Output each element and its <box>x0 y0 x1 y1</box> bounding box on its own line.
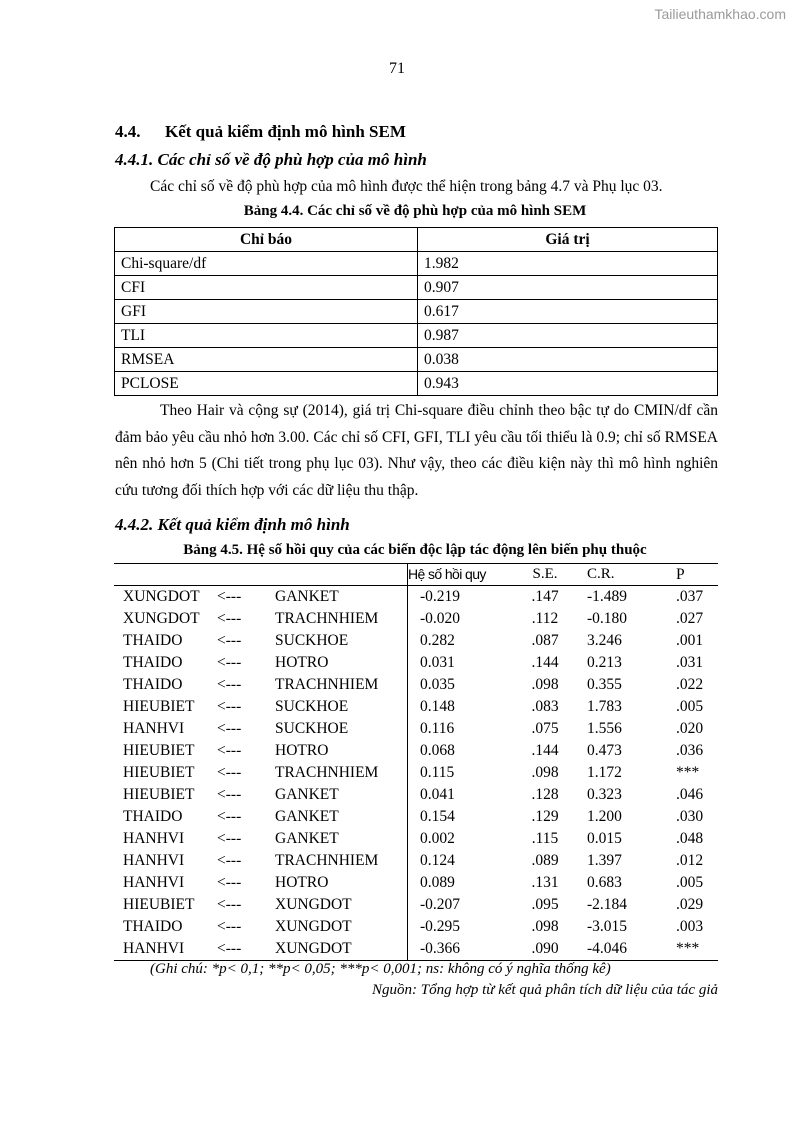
independent-var-cell: GANKET <box>265 806 408 828</box>
arrow-cell: <--- <box>217 830 242 847</box>
p-cell: .005 <box>676 874 704 891</box>
coefficient-cell: -0.219 <box>420 588 461 605</box>
regression-table <box>114 563 718 961</box>
dependent-var-cell: XUNGDOT <box>123 588 200 605</box>
table-row <box>114 674 718 696</box>
index-value-cell: 0.943 <box>418 372 718 396</box>
table-caption-regression: Bảng 4.5. Hệ số hồi quy của các biến độc lập tác động lên biến phụ thuộc <box>183 542 647 558</box>
index-name-cell: TLI <box>115 324 418 348</box>
arrow-cell: <--- <box>217 764 242 781</box>
coefficient-cell: 0.115 <box>420 764 455 781</box>
independent-var-cell: HOTRO <box>265 740 408 762</box>
p-cell: .022 <box>676 676 704 693</box>
dependent-var-cell: HIEUBIET <box>123 896 195 913</box>
index-name-cell: GFI <box>115 300 418 324</box>
table-row <box>114 740 718 762</box>
cr-cell: 0.355 <box>587 676 622 693</box>
p-cell: .046 <box>676 786 704 803</box>
se-cell: .147 <box>531 588 559 605</box>
independent-var-cell: HOTRO <box>265 872 408 894</box>
table-row <box>114 652 718 674</box>
p-cell: .012 <box>676 852 704 869</box>
index-name-cell: RMSEA <box>115 348 418 372</box>
se-cell: .098 <box>531 918 559 935</box>
table-row <box>115 324 718 348</box>
cr-cell: -2.184 <box>587 896 628 913</box>
intro-text: Các chỉ số về độ phù hợp của mô hình được thể hiện trong bảng 4.7 và Phụ lục 03. <box>150 178 663 195</box>
table-header-cell <box>114 564 217 586</box>
arrow-cell: <--- <box>217 808 242 825</box>
table-row <box>114 850 718 872</box>
arrow-cell: <--- <box>217 654 242 671</box>
dependent-var-cell: HANHVI <box>123 874 185 891</box>
p-cell: .037 <box>676 588 704 605</box>
cr-cell: 0.323 <box>587 786 622 803</box>
p-cell: .020 <box>676 720 704 737</box>
se-cell: .087 <box>531 632 559 649</box>
se-cell: .075 <box>531 720 559 737</box>
table-row <box>114 630 718 652</box>
table-row <box>114 806 718 828</box>
independent-var-cell: SUCKHOE <box>265 696 408 718</box>
arrow-cell: <--- <box>217 852 242 869</box>
table-row <box>114 608 718 630</box>
p-cell: .048 <box>676 830 704 847</box>
coefficient-cell: 0.068 <box>420 742 455 759</box>
table-note: (Ghi chú: *p< 0,1; **p< 0,05; ***p< 0,001; ns: không có ý nghĩa thống kê) <box>150 961 611 977</box>
table-header-cell: Hệ số hồi quy <box>408 564 516 586</box>
cr-cell: 0.473 <box>587 742 622 759</box>
table-row <box>114 894 718 916</box>
dependent-var-cell: XUNGDOT <box>123 610 200 627</box>
independent-var-cell: GANKET <box>265 784 408 806</box>
coefficient-cell: 0.148 <box>420 698 455 715</box>
index-value-cell: 0.617 <box>418 300 718 324</box>
independent-var-cell: SUCKHOE <box>265 718 408 740</box>
cr-cell: -1.489 <box>587 588 628 605</box>
coefficient-cell: 0.035 <box>420 676 455 693</box>
independent-var-cell: HOTRO <box>265 652 408 674</box>
table-row <box>114 696 718 718</box>
se-cell: .083 <box>531 698 559 715</box>
coefficient-cell: -0.207 <box>420 896 461 913</box>
coefficient-cell: 0.124 <box>420 852 455 869</box>
section-heading <box>115 122 406 142</box>
arrow-cell: <--- <box>217 874 242 891</box>
arrow-cell: <--- <box>217 940 242 957</box>
page-number: 71 <box>389 60 405 77</box>
arrow-cell: <--- <box>217 918 242 935</box>
coefficient-cell: 0.116 <box>420 720 455 737</box>
table-row <box>114 872 718 894</box>
dependent-var-cell: THAIDO <box>123 808 183 825</box>
dependent-var-cell: HIEUBIET <box>123 742 195 759</box>
table-header-cell <box>265 564 408 586</box>
p-cell: .029 <box>676 896 704 913</box>
dependent-var-cell: HANHVI <box>123 830 185 847</box>
se-cell: .144 <box>531 654 559 671</box>
independent-var-cell: GANKET <box>265 586 408 609</box>
dependent-var-cell: HANHVI <box>123 720 185 737</box>
se-cell: .098 <box>531 676 559 693</box>
cr-cell: -0.180 <box>587 610 628 627</box>
table-header-cell <box>217 564 265 586</box>
table-header-row <box>114 564 718 586</box>
dependent-var-cell: HIEUBIET <box>123 764 195 781</box>
body-paragraph <box>115 398 718 504</box>
dependent-var-cell: HANHVI <box>123 852 185 869</box>
table-header-cell: Giá trị <box>418 228 718 252</box>
se-cell: .098 <box>531 764 559 781</box>
p-cell: .030 <box>676 808 704 825</box>
dependent-var-cell: HIEUBIET <box>123 698 195 715</box>
se-cell: .090 <box>531 940 559 957</box>
independent-var-cell: GANKET <box>265 828 408 850</box>
dependent-var-cell: THAIDO <box>123 632 183 649</box>
arrow-cell: <--- <box>217 676 242 693</box>
cr-cell: -3.015 <box>587 918 628 935</box>
p-cell: *** <box>676 764 700 781</box>
cr-cell: 0.683 <box>587 874 622 891</box>
table-row <box>114 916 718 938</box>
independent-var-cell: XUNGDOT <box>265 894 408 916</box>
section-title: Kết quả kiểm định mô hình SEM <box>165 122 406 141</box>
p-cell: *** <box>676 940 700 957</box>
coefficient-cell: 0.031 <box>420 654 455 671</box>
arrow-cell: <--- <box>217 720 242 737</box>
section-number: 4.4. <box>115 122 141 141</box>
se-cell: .144 <box>531 742 559 759</box>
arrow-cell: <--- <box>217 896 242 913</box>
dependent-var-cell: THAIDO <box>123 918 183 935</box>
se-cell: .115 <box>531 830 559 847</box>
coefficient-cell: -0.366 <box>420 940 461 957</box>
se-cell: .112 <box>531 610 559 627</box>
p-cell: .027 <box>676 610 704 627</box>
arrow-cell: <--- <box>217 588 242 605</box>
table-row <box>115 276 718 300</box>
independent-var-cell: XUNGDOT <box>265 938 408 961</box>
coefficient-cell: -0.295 <box>420 918 461 935</box>
coefficient-cell: 0.089 <box>420 874 455 891</box>
cr-cell: 1.200 <box>587 808 622 825</box>
coefficient-cell: 0.154 <box>420 808 455 825</box>
se-cell: .095 <box>531 896 559 913</box>
independent-var-cell: XUNGDOT <box>265 916 408 938</box>
cr-cell: 1.783 <box>587 698 622 715</box>
cr-cell: 1.397 <box>587 852 622 869</box>
independent-var-cell: TRACHNHIEM <box>265 850 408 872</box>
coefficient-cell: 0.002 <box>420 830 455 847</box>
se-cell: .089 <box>531 852 559 869</box>
cr-cell: 1.556 <box>587 720 622 737</box>
dependent-var-cell: HANHVI <box>123 940 185 957</box>
coefficient-cell: 0.282 <box>420 632 455 649</box>
index-value-cell: 0.987 <box>418 324 718 348</box>
table-row <box>114 762 718 784</box>
table-row <box>115 300 718 324</box>
p-cell: .001 <box>676 632 704 649</box>
p-cell: .005 <box>676 698 704 715</box>
se-cell: .131 <box>531 874 559 891</box>
source-note: Nguồn: Tổng hợp từ kết quả phân tích dữ liệu của tác giả <box>372 982 718 998</box>
dependent-var-cell: HIEUBIET <box>123 786 195 803</box>
p-cell: .003 <box>676 918 704 935</box>
table-row <box>115 372 718 396</box>
cr-cell: 1.172 <box>587 764 622 781</box>
table-header-cell: S.E. <box>515 564 575 586</box>
se-cell: .129 <box>531 808 559 825</box>
cr-cell: 0.015 <box>587 830 622 847</box>
table-row <box>114 938 718 961</box>
dependent-var-cell: THAIDO <box>123 676 183 693</box>
index-value-cell: 0.907 <box>418 276 718 300</box>
index-value-cell: 1.982 <box>418 252 718 276</box>
watermark: Tailieuthamkhao.com <box>654 6 786 22</box>
subsection-heading-model-test: 4.4.2. Kết quả kiểm định mô hình <box>115 515 350 534</box>
independent-var-cell: TRACHNHIEM <box>265 608 408 630</box>
independent-var-cell: TRACHNHIEM <box>265 674 408 696</box>
fit-indices-table <box>114 227 718 396</box>
arrow-cell: <--- <box>217 632 242 649</box>
cr-cell: 0.213 <box>587 654 622 671</box>
index-name-cell: CFI <box>115 276 418 300</box>
table-row <box>114 718 718 740</box>
dependent-var-cell: THAIDO <box>123 654 183 671</box>
table-row <box>114 784 718 806</box>
coefficient-cell: -0.020 <box>420 610 461 627</box>
arrow-cell: <--- <box>217 610 242 627</box>
index-name-cell: Chi-square/df <box>115 252 418 276</box>
table-header-cell: Chỉ báo <box>115 228 418 252</box>
table-row <box>114 828 718 850</box>
table-header-cell: C.R. <box>575 564 672 586</box>
p-cell: .031 <box>676 654 704 671</box>
arrow-cell: <--- <box>217 698 242 715</box>
table-row <box>114 586 718 609</box>
index-value-cell: 0.038 <box>418 348 718 372</box>
independent-var-cell: SUCKHOE <box>265 630 408 652</box>
independent-var-cell: TRACHNHIEM <box>265 762 408 784</box>
cr-cell: 3.246 <box>587 632 622 649</box>
table-row <box>115 252 718 276</box>
subsection-heading-fit-indices: 4.4.1. Các chỉ số về độ phù hợp của mô hình <box>115 150 427 169</box>
cr-cell: -4.046 <box>587 940 628 957</box>
table-caption-fit: Bảng 4.4. Các chỉ số về độ phù hợp của mô hình SEM <box>243 203 587 219</box>
index-name-cell: PCLOSE <box>115 372 418 396</box>
se-cell: .128 <box>531 786 559 803</box>
p-cell: .036 <box>676 742 704 759</box>
table-row <box>115 348 718 372</box>
coefficient-cell: 0.041 <box>420 786 455 803</box>
table-header-cell: P <box>672 564 718 586</box>
paragraph-text: Theo Hair và cộng sự (2014), giá trị Chi-square điều chỉnh theo bậc tự do CMIN/df cần đảm bảo yêu cầu nhỏ hơn 3.00. Các chỉ số CFI, GFI, TLI yêu cầu tối thiểu là 0.9; chỉ số RMSEA nên nhỏ hơn 5 (Chi tiết trong phụ lục 03). Như vậy, theo các điều kiện này thì mô hình nghiên cứu tương đối thích hợp với các dữ liệu thu thập. <box>115 402 718 499</box>
arrow-cell: <--- <box>217 786 242 803</box>
arrow-cell: <--- <box>217 742 242 759</box>
